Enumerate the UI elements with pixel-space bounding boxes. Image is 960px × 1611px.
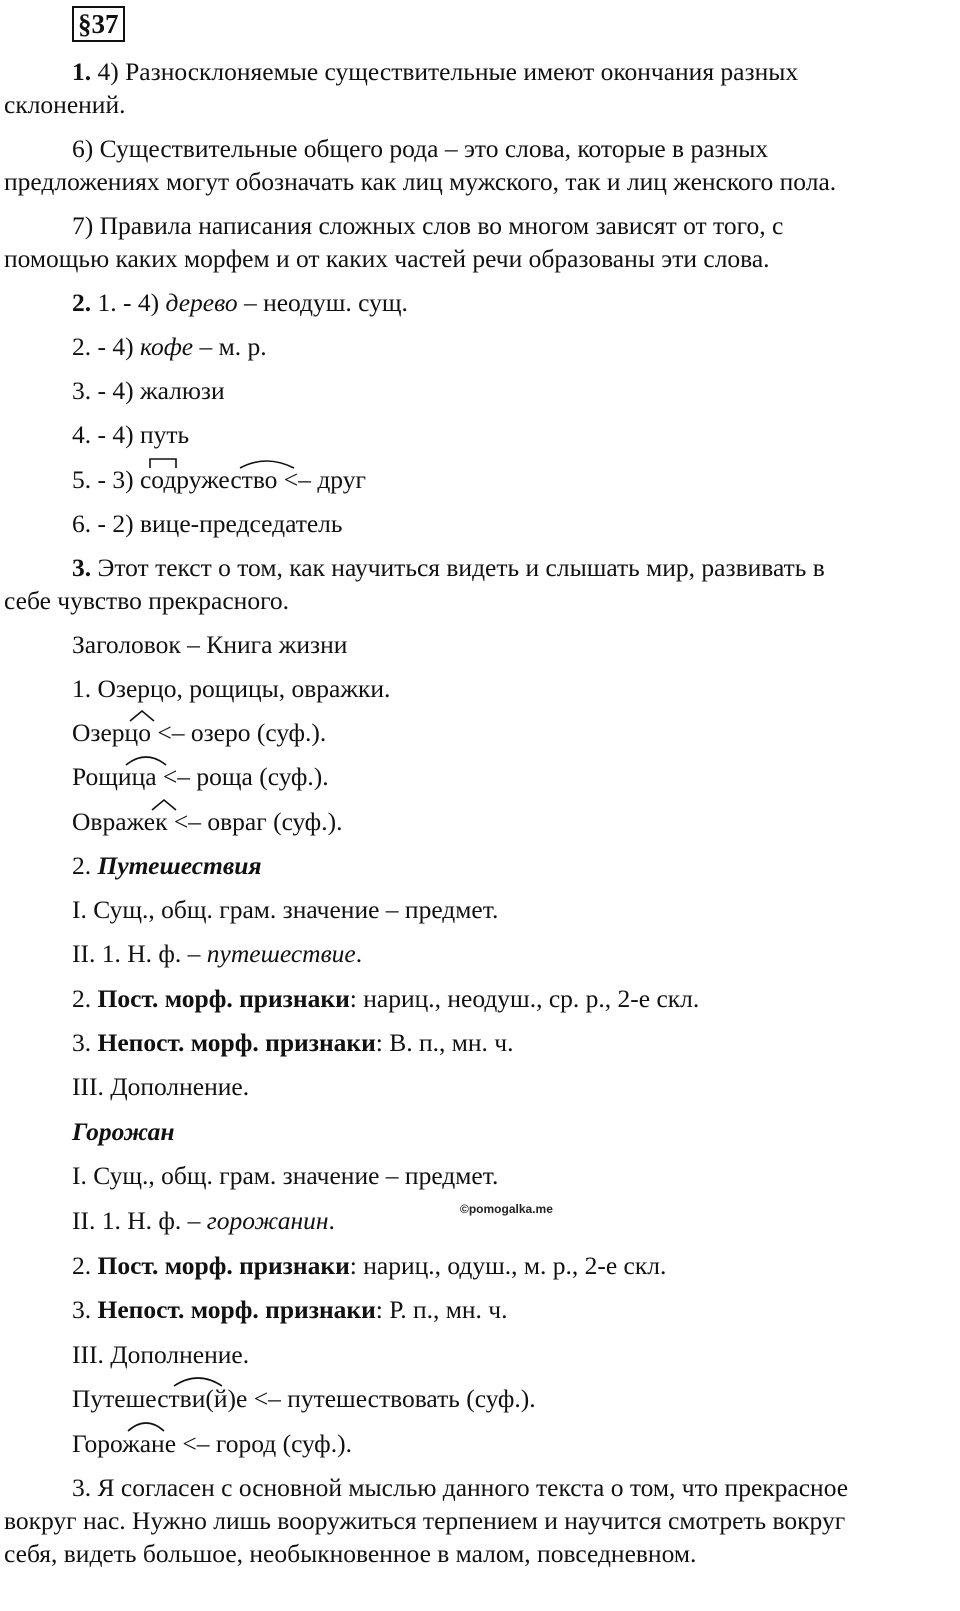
parse-word-puteshestviya: Путешествия bbox=[97, 851, 262, 880]
watermark: ©pomogalka.me bbox=[460, 1202, 553, 1216]
conclusion-line3: себя, видеть большое, необыкновенное в малом, повседневном. bbox=[4, 1539, 697, 1568]
parse1-line2 bbox=[72, 937, 362, 970]
parse1-line1: I. Сущ., общ. грам. значение – предмет. bbox=[72, 895, 499, 924]
task3-number: 3. bbox=[72, 553, 92, 582]
parse1-l4-num: 3. bbox=[72, 1028, 98, 1057]
conclusion-line1: 3. Я согласен с основной мыслью данного текста о том, что прекрасное bbox=[72, 1473, 849, 1502]
task2-a1-prefix: 1. - 4) bbox=[91, 288, 166, 317]
parse1-l4-value: : В. п., мн. ч. bbox=[375, 1028, 514, 1057]
parse2-l3-value: : нариц., одуш., м. р., 2-е скл. bbox=[349, 1251, 667, 1280]
parse-number: 2. bbox=[72, 851, 98, 880]
task2-a1-suffix: – неодуш. сущ. bbox=[237, 288, 408, 317]
task2-a2-suffix: – м. р. bbox=[193, 332, 267, 361]
parse2-initial-form: горожанин bbox=[206, 1206, 329, 1235]
task2-a2-word: кофе bbox=[139, 332, 194, 361]
task1-p4-line1 bbox=[72, 55, 798, 88]
parse1-l2-suffix: . bbox=[355, 939, 363, 968]
suffix-arc-ozertso bbox=[128, 709, 160, 723]
task2-answer-2 bbox=[72, 330, 267, 363]
parse1-line5: III. Дополнение. bbox=[72, 1072, 250, 1101]
parse1-line4 bbox=[72, 1026, 514, 1059]
parse-heading-2 bbox=[72, 1115, 175, 1148]
suffix-arc-puteshestvie bbox=[172, 1374, 224, 1388]
task2-answer-3: 3. - 4) жалюзи bbox=[72, 376, 225, 405]
derivation-roshchitsa: Рощица <– роща (суф.). bbox=[72, 762, 329, 791]
task2-a2-prefix: 2. - 4) bbox=[72, 332, 140, 361]
suffix-arc bbox=[240, 461, 294, 468]
task2-answer-1 bbox=[72, 286, 408, 319]
derivation-puteshestvie: Путешестви(й)е <– путешествовать (суф.). bbox=[72, 1384, 536, 1413]
parse2-l2-prefix: II. 1. Н. ф. – bbox=[72, 1206, 207, 1235]
derivation-ozertso: Озерцо <– озеро (суф.). bbox=[72, 718, 327, 747]
parse-word-gorozhan: Горожан bbox=[72, 1117, 175, 1146]
suffix-arc-ovrazhek bbox=[150, 798, 182, 812]
task2-a1-word: дерево bbox=[165, 288, 238, 317]
parse2-l4-label: Непост. морф. признаки bbox=[97, 1295, 376, 1324]
morpheme-marks-sodruzhestvo bbox=[148, 456, 308, 470]
task3-intro-line2: себе чувство прекрасного. bbox=[4, 586, 290, 615]
parse2-line5: III. Дополнение. bbox=[72, 1340, 250, 1369]
parse2-l3-num: 2. bbox=[72, 1251, 98, 1280]
conclusion-line2: вокруг нас. Нужно лишь вооружиться терпением и научится смотреть вокруг bbox=[4, 1506, 846, 1535]
task2-answer-6: 6. - 2) вице-председатель bbox=[72, 509, 343, 538]
parse-heading-1 bbox=[72, 849, 262, 882]
task3-words-line: 1. Озерцо, рощицы, овражки. bbox=[72, 674, 391, 703]
parse2-line2 bbox=[72, 1204, 335, 1237]
prefix-mark bbox=[150, 459, 176, 468]
task2-answer-5: 5. - 3) содружество <– друг bbox=[72, 465, 366, 494]
parse1-initial-form: путешествие bbox=[206, 939, 356, 968]
parse2-l4-num: 3. bbox=[72, 1295, 98, 1324]
task1-p6-line2: предложениях могут обозначать как лиц мужского, так и лиц женского пола. bbox=[4, 167, 837, 196]
parse1-line3 bbox=[72, 982, 699, 1015]
parse2-l4-value: : Р. п., мн. ч. bbox=[375, 1295, 508, 1324]
derivation-ovrazhek: Овражек <– овраг (суф.). bbox=[72, 807, 343, 836]
parse2-line4 bbox=[72, 1293, 508, 1326]
parse2-line3 bbox=[72, 1249, 666, 1282]
suffix-arc-gorozhane bbox=[126, 1419, 168, 1433]
parse2-l3-label: Пост. морф. признаки bbox=[97, 1251, 350, 1280]
task2-number: 2. bbox=[72, 288, 92, 317]
task1-p4-text: 4) Разносклоняемые существительные имеют окончания разных bbox=[91, 57, 799, 86]
section-badge: §37 bbox=[72, 6, 125, 42]
parse1-l2-prefix: II. 1. Н. ф. – bbox=[72, 939, 207, 968]
task3-title-line: Заголовок – Книга жизни bbox=[72, 630, 348, 659]
task2-answer-4: 4. - 4) путь bbox=[72, 420, 190, 449]
suffix-arc-roshchitsa bbox=[124, 753, 170, 767]
task3-intro-text: Этот текст о том, как научиться видеть и слышать мир, развивать в bbox=[91, 553, 825, 582]
task1-p6-line1: 6) Существительные общего рода – это слова, которые в разных bbox=[72, 134, 769, 163]
parse1-l3-label: Пост. морф. признаки bbox=[97, 984, 350, 1013]
task3-intro-line1 bbox=[72, 551, 825, 584]
parse1-l4-label: Непост. морф. признаки bbox=[97, 1028, 376, 1057]
parse1-l3-value: : нариц., неодуш., ср. р., 2-е скл. bbox=[349, 984, 700, 1013]
task1-p7-line2: помощью каких морфем и от каких частей речи образованы эти слова. bbox=[4, 244, 770, 273]
parse2-line1: I. Сущ., общ. грам. значение – предмет. bbox=[72, 1161, 499, 1190]
task1-number: 1. bbox=[72, 57, 92, 86]
parse1-l3-num: 2. bbox=[72, 984, 98, 1013]
parse2-l2-suffix: . bbox=[328, 1206, 335, 1235]
task1-p4-line2: склонений. bbox=[4, 90, 126, 119]
derivation-gorozhane: Горожане <– город (суф.). bbox=[72, 1429, 352, 1458]
task1-p7-line1: 7) Правила написания сложных слов во многом зависят от того, с bbox=[72, 211, 784, 240]
